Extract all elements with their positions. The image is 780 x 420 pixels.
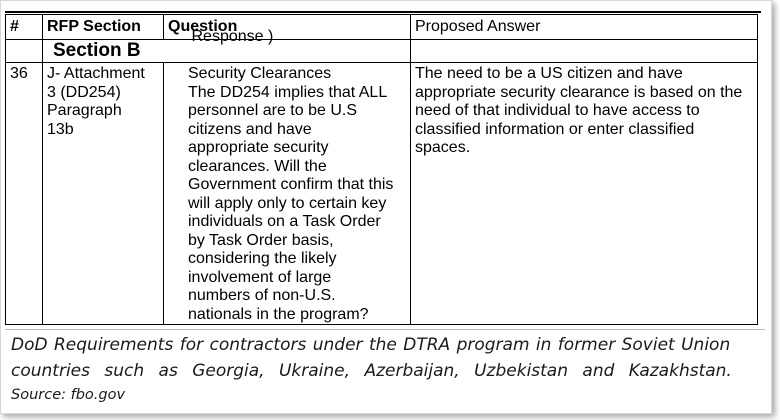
answer-line: spaces. bbox=[415, 139, 471, 156]
caption-source: Source: fbo.gov bbox=[11, 387, 126, 403]
document-excerpt bbox=[5, 5, 761, 327]
section-clipped-cell bbox=[164, 28, 411, 63]
header-rfp-section: RFP Section bbox=[43, 15, 164, 40]
table-row bbox=[6, 63, 758, 325]
question-line: Government confirm that this bbox=[188, 176, 394, 193]
answer-line: classified information or enter classified bbox=[415, 120, 695, 138]
question-line: personnel are to be U.S bbox=[188, 102, 357, 119]
rfp-question-table bbox=[5, 14, 758, 325]
question-line: appropriate security bbox=[188, 139, 329, 156]
section-line: J- Attachment bbox=[47, 65, 145, 82]
question-line: Security Clearances bbox=[188, 65, 332, 82]
section-line: 13b bbox=[47, 120, 74, 138]
header-proposed-answer: Proposed Answer bbox=[411, 15, 758, 40]
question-line: nationals in the program? bbox=[188, 305, 369, 323]
question-line: numbers of non-U.S. bbox=[188, 287, 336, 304]
top-rule bbox=[5, 11, 761, 13]
section-line: 3 (DD254) bbox=[47, 83, 121, 101]
question-line: considering the likely bbox=[188, 250, 337, 267]
section-line: Paragraph bbox=[47, 102, 122, 119]
figure-caption bbox=[5, 329, 765, 410]
question-line: citizens and have bbox=[188, 120, 312, 138]
row-proposed-answer bbox=[411, 63, 758, 325]
row-num: 36 bbox=[6, 63, 43, 325]
question-line: individuals on a Task Order bbox=[188, 213, 381, 230]
row-question bbox=[164, 63, 411, 325]
section-answer-empty bbox=[411, 40, 758, 63]
question-line: by Task Order basis, bbox=[188, 231, 334, 249]
question-line: The DD254 implies that ALL bbox=[188, 83, 388, 101]
answer-line: The need to be a US citizen and have bbox=[415, 65, 683, 82]
section-cell-empty bbox=[6, 40, 43, 63]
header-question: Question bbox=[164, 15, 411, 40]
section-title: Section B bbox=[53, 40, 141, 61]
clipped-text-fragment: Response ) bbox=[191, 28, 274, 45]
question-line: will apply only to certain key bbox=[188, 194, 387, 212]
header-num: # bbox=[6, 15, 43, 40]
caption-line-1: DoD Requirements for contractors under the DTRA program in former Soviet Union bbox=[11, 335, 731, 355]
section-row bbox=[6, 40, 758, 63]
table-header-row bbox=[6, 15, 758, 40]
question-line: clearances. Will the bbox=[188, 157, 327, 175]
answer-line: need of that individual to have access to bbox=[415, 102, 700, 119]
row-rfp-section bbox=[43, 63, 164, 325]
section-title-cell bbox=[43, 40, 164, 63]
answer-line: appropriate security clearance is based on the bbox=[415, 83, 743, 101]
question-line: involvement of large bbox=[188, 268, 332, 286]
caption-line-2: countries such as Georgia, Ukraine, Azerbaijan, Uzbekistan and Kazakhstan. bbox=[11, 361, 732, 381]
